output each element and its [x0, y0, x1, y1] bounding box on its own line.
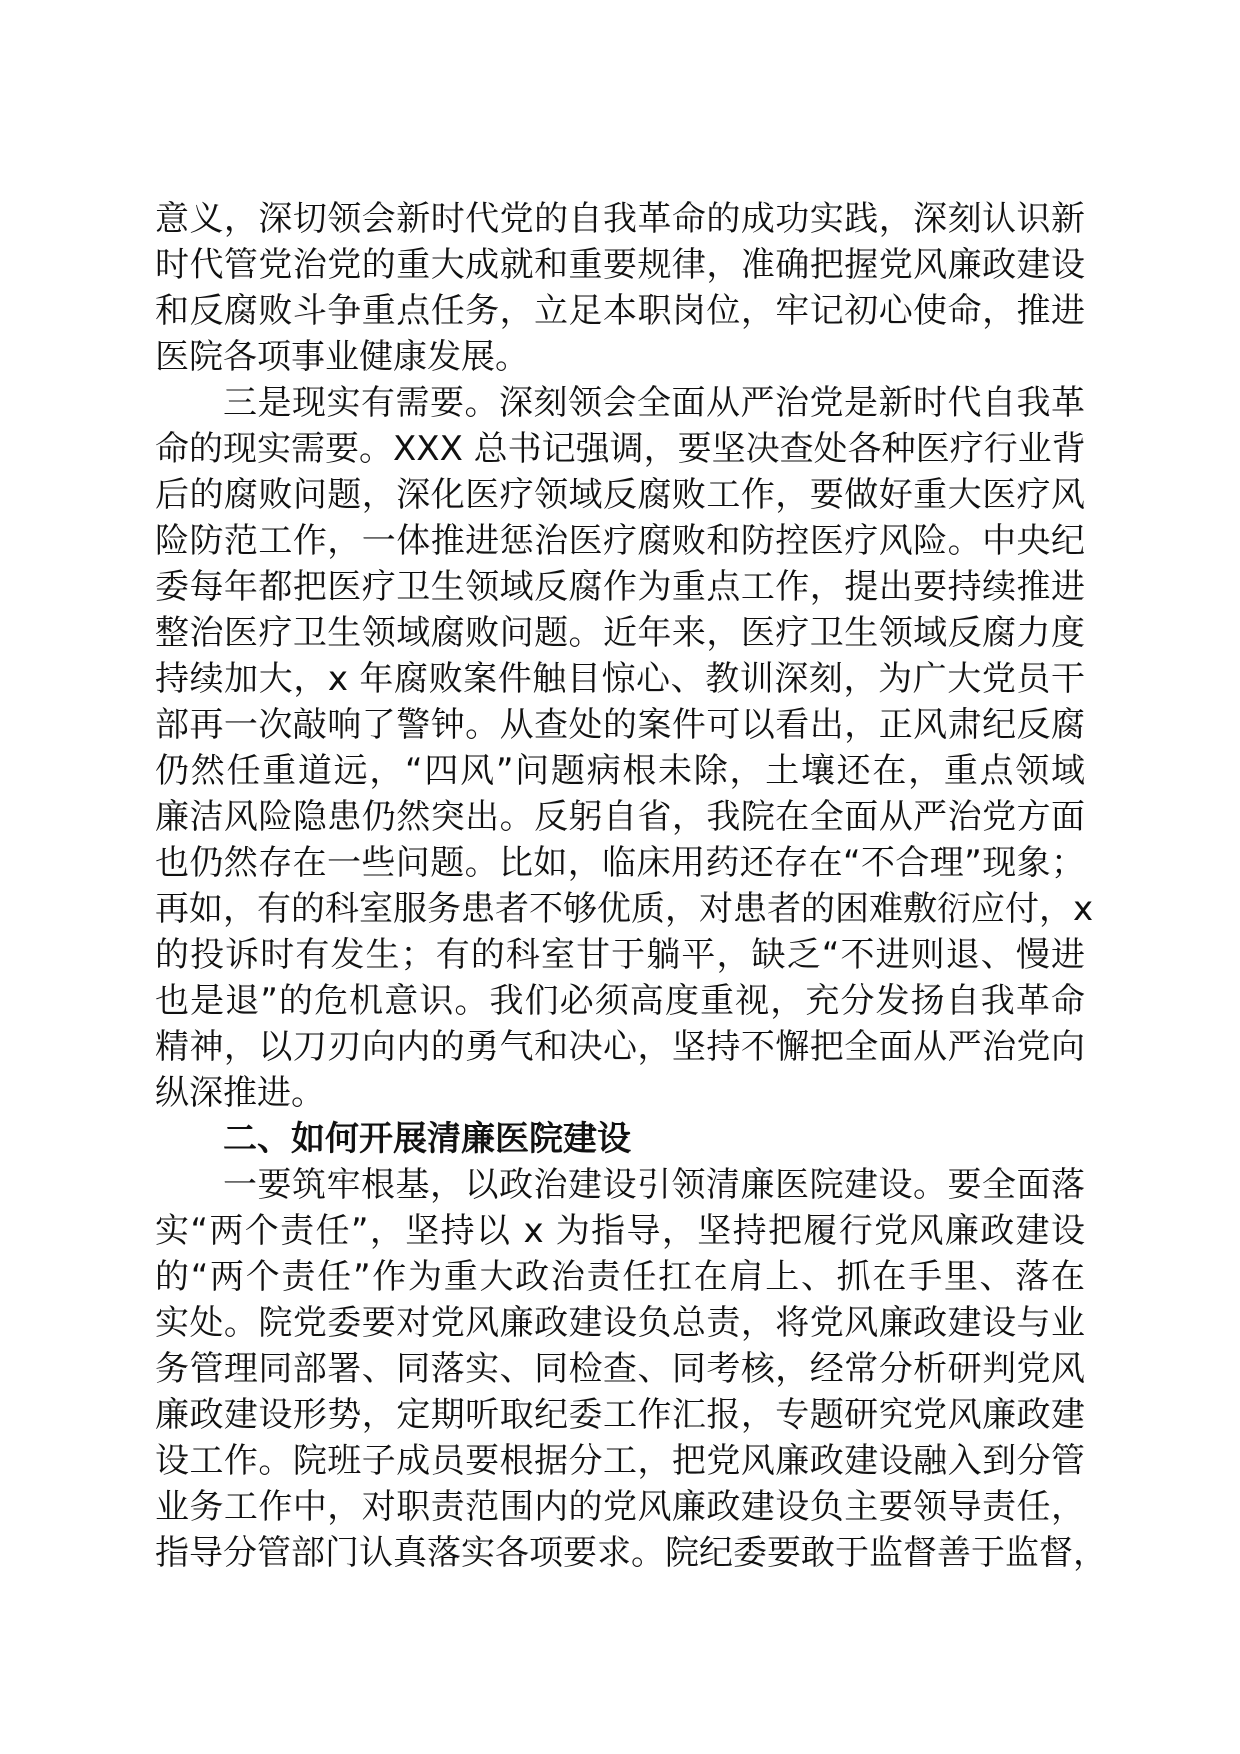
text-line: 精神，以刀刃向内的勇气和决心，坚持不懈把全面从严治党向 [155, 1027, 1085, 1067]
text-line: 也是退”的危机意识。我们必须高度重视，充分发扬自我革命 [155, 981, 1085, 1021]
text-line: 后的腐败问题，深化医疗领域反腐败工作，要做好重大医疗风 [155, 475, 1085, 515]
text-line: 纵深推进。 [155, 1073, 325, 1113]
text-line: 廉政建设形势，定期听取纪委工作汇报，专题研究党风廉政建 [155, 1395, 1085, 1435]
text-line: 的投诉时有发生；有的科室甘于躺平，缺乏“不进则退、慢进 [155, 935, 1085, 975]
text-line: 部再一次敲响了警钟。从查处的案件可以看出，正风肃纪反腐 [155, 705, 1085, 745]
text-line: 业务工作中，对职责范围内的党风廉政建设负主要领导责任， [155, 1487, 1085, 1527]
text-line: 命的现实需要。XXX 总书记强调，要坚决查处各种医疗行业背 [155, 429, 1086, 469]
text-line: 时代管党治党的重大成就和重要规律，准确把握党风廉政建设 [155, 245, 1085, 285]
text-line: 委每年都把医疗卫生领域反腐作为重点工作，提出要持续推进 [155, 567, 1085, 607]
text-line: 仍然任重道远，“四风”问题病根未除，土壤还在，重点领域 [155, 751, 1085, 791]
text-line: 实“两个责任”，坚持以 x 为指导，坚持把履行党风廉政建设 [155, 1211, 1085, 1251]
text-line: 廉洁风险隐患仍然突出。反躬自省，我院在全面从严治党方面 [155, 797, 1085, 837]
text-line: 整治医疗卫生领域腐败问题。近年来，医疗卫生领域反腐力度 [155, 613, 1085, 653]
text-line: 三是现实有需要。深刻领会全面从严治党是新时代自我革 [223, 383, 1085, 423]
text-line: 险防范工作，一体推进惩治医疗腐败和防控医疗风险。中央纪 [155, 521, 1085, 561]
section-heading: 二、如何开展清廉医院建设 [223, 1119, 631, 1159]
text-line: 务管理同部署、同落实、同检查、同考核，经常分析研判党风 [155, 1349, 1085, 1389]
text-line: 持续加大，x 年腐败案件触目惊心、教训深刻，为广大党员干 [155, 659, 1085, 699]
text-line: 的“两个责任”作为重大政治责任扛在肩上、抓在手里、落在 [155, 1257, 1085, 1297]
text-line: 医院各项事业健康发展。 [155, 337, 529, 377]
text-line: 指导分管部门认真落实各项要求。院纪委要敢于监督善于监督， [155, 1533, 1107, 1573]
text-line: 和反腐败斗争重点任务，立足本职岗位，牢记初心使命，推进 [155, 291, 1085, 331]
text-line: 也仍然存在一些问题。比如，临床用药还存在“不合理”现象； [155, 843, 1085, 883]
document-page [155, 196, 1107, 1576]
text-line: 设工作。院班子成员要根据分工，把党风廉政建设融入到分管 [155, 1441, 1085, 1481]
text-line: 一要筑牢根基，以政治建设引领清廉医院建设。要全面落 [223, 1165, 1085, 1205]
text-line: 再如，有的科室服务患者不够优质，对患者的困难敷衍应付，x [155, 889, 1094, 929]
text-line: 意义，深切领会新时代党的自我革命的成功实践，深刻认识新 [155, 199, 1085, 239]
text-line: 实处。院党委要对党风廉政建设负总责，将党风廉政建设与业 [155, 1303, 1085, 1343]
